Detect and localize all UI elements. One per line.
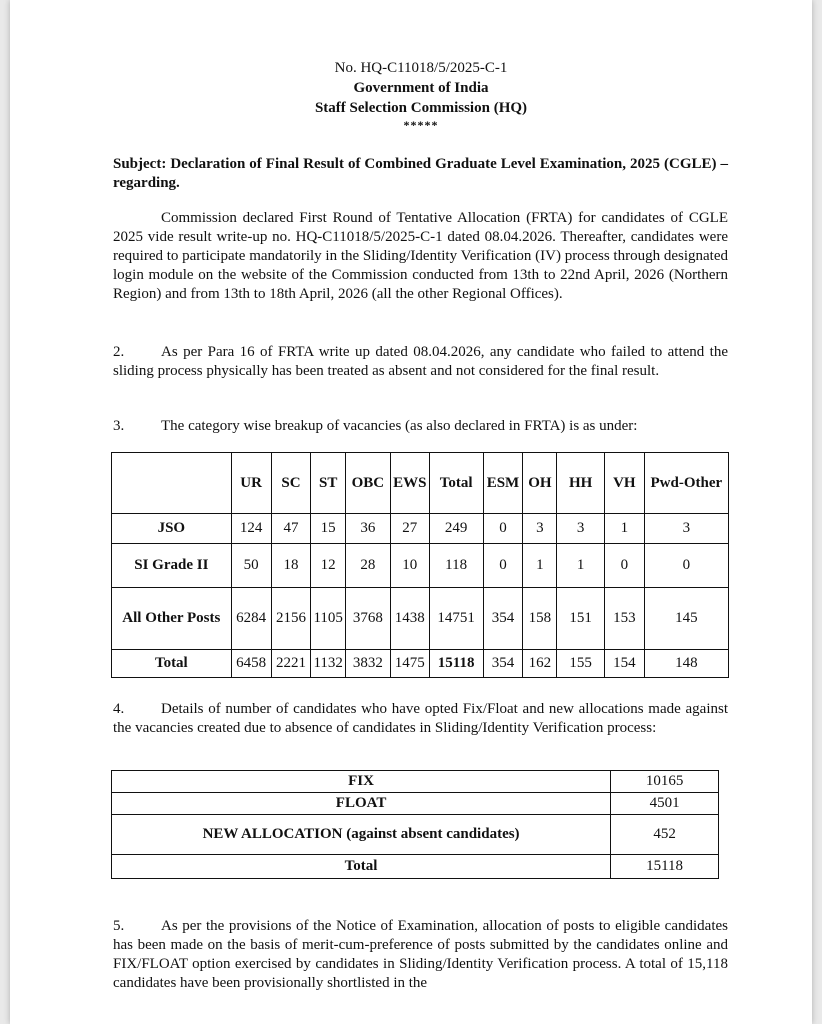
table-cell: 0 bbox=[483, 544, 523, 588]
table-cell: 118 bbox=[429, 544, 483, 588]
table-cell: 0 bbox=[604, 544, 644, 588]
row-label: Total bbox=[112, 650, 232, 678]
column-header: ESM bbox=[483, 453, 523, 514]
table-cell: 155 bbox=[557, 650, 605, 678]
table-cell: 1 bbox=[604, 514, 644, 544]
paragraph-text: The category wise breakup of vacancies (as also declared in FRTA) is as under: bbox=[161, 418, 638, 434]
table-cell: 28 bbox=[345, 544, 390, 588]
paragraph-number: 5. bbox=[113, 918, 125, 934]
table-cell: 3 bbox=[557, 514, 605, 544]
column-header: OBC bbox=[345, 453, 390, 514]
table-cell: 1105 bbox=[311, 588, 345, 650]
table-row bbox=[112, 771, 719, 793]
paragraph-3 bbox=[113, 417, 728, 436]
government-heading: Government of India bbox=[353, 80, 489, 96]
table-cell: 162 bbox=[523, 650, 557, 678]
table-cell: 151 bbox=[557, 588, 605, 650]
table-cell: 15118 bbox=[429, 650, 483, 678]
column-header: VH bbox=[604, 453, 644, 514]
table-row bbox=[112, 793, 719, 815]
allocation-table bbox=[111, 770, 719, 879]
table-cell: 249 bbox=[429, 514, 483, 544]
table-cell: 47 bbox=[271, 514, 311, 544]
table-cell: 14751 bbox=[429, 588, 483, 650]
row-label: Total bbox=[112, 855, 611, 879]
row-label: FIX bbox=[112, 771, 611, 793]
column-header: ST bbox=[311, 453, 345, 514]
table-total-row bbox=[112, 650, 729, 678]
column-header: UR bbox=[231, 453, 271, 514]
column-header: OH bbox=[523, 453, 557, 514]
column-header: Pwd-Other bbox=[644, 453, 728, 514]
table-cell: 12 bbox=[311, 544, 345, 588]
table-row bbox=[112, 544, 729, 588]
table-cell: 2156 bbox=[271, 588, 311, 650]
separator-stars: ***** bbox=[403, 118, 439, 132]
paragraph-text: As per the provisions of the Notice of Examination, allocation of posts to eligible candidates has been made on the basis of merit-cum-preference of posts submitted by the candidates online and FIX/FLOAT option exercised by candidates in Sliding/Identity Verification process. A total of 15,118 candidates have been provisionally shortlisted in the bbox=[113, 918, 728, 991]
paragraph-number: 4. bbox=[113, 701, 125, 717]
table-cell: 1 bbox=[557, 544, 605, 588]
table-cell: 2221 bbox=[271, 650, 311, 678]
table-cell: 18 bbox=[271, 544, 311, 588]
paragraph-2 bbox=[113, 343, 728, 381]
table-cell: 1132 bbox=[311, 650, 345, 678]
table-cell: 145 bbox=[644, 588, 728, 650]
corner-cell bbox=[112, 453, 232, 514]
table-row bbox=[112, 815, 719, 855]
column-header: Total bbox=[429, 453, 483, 514]
column-header: EWS bbox=[390, 453, 429, 514]
paragraph-text: As per Para 16 of FRTA write up dated 08.04.2026, any candidate who failed to attend the sliding process physically has been treated as absent and not considered for the final result. bbox=[113, 344, 728, 379]
table-cell: 354 bbox=[483, 650, 523, 678]
table-cell: 148 bbox=[644, 650, 728, 678]
table-cell: 6284 bbox=[231, 588, 271, 650]
table-cell: 10 bbox=[390, 544, 429, 588]
table-cell: 158 bbox=[523, 588, 557, 650]
paragraph-4 bbox=[113, 700, 728, 738]
table-cell: 1438 bbox=[390, 588, 429, 650]
table-cell: 452 bbox=[611, 815, 719, 855]
paragraph-number: 2. bbox=[113, 344, 125, 360]
table-cell: 154 bbox=[604, 650, 644, 678]
table-cell: 153 bbox=[604, 588, 644, 650]
table-cell: 1475 bbox=[390, 650, 429, 678]
table-row bbox=[112, 514, 729, 544]
table-header-row bbox=[112, 453, 729, 514]
file-number: No. HQ-C11018/5/2025-C-1 bbox=[334, 60, 508, 76]
table-cell: 3 bbox=[644, 514, 728, 544]
table-cell: 36 bbox=[345, 514, 390, 544]
table-row bbox=[112, 588, 729, 650]
vacancy-table bbox=[111, 452, 729, 678]
table-cell: 124 bbox=[231, 514, 271, 544]
row-label: All Other Posts bbox=[112, 588, 232, 650]
paragraph-5 bbox=[113, 917, 728, 993]
row-label: NEW ALLOCATION (against absent candidates) bbox=[112, 815, 611, 855]
column-header: SC bbox=[271, 453, 311, 514]
row-label: JSO bbox=[112, 514, 232, 544]
table-cell: 6458 bbox=[231, 650, 271, 678]
paragraph-number: 3. bbox=[113, 418, 125, 434]
table-cell: 3768 bbox=[345, 588, 390, 650]
table-cell: 4501 bbox=[611, 793, 719, 815]
commission-heading: Staff Selection Commission (HQ) bbox=[314, 100, 528, 116]
table-total-row bbox=[112, 855, 719, 879]
table-cell: 10165 bbox=[611, 771, 719, 793]
paragraph-1: Commission declared First Round of Tentative Allocation (FRTA) for candidates of CGLE 2025 vide result write-up no. HQ-C11018/5/2025-C-1 dated 08.04.2026. Thereafter, candidates were required to participate mandatorily in the Sliding/Identity Verification (IV) process through designated login module on the website of the Commission conducted from 13th to 22nd April, 2026 (Northern Region) and from 13th to 18th April, 2026 (all the other Regional Offices). bbox=[113, 210, 728, 302]
table-cell: 15118 bbox=[611, 855, 719, 879]
column-header: HH bbox=[557, 453, 605, 514]
table-cell: 50 bbox=[231, 544, 271, 588]
document-page bbox=[10, 0, 812, 1024]
table-cell: 0 bbox=[483, 514, 523, 544]
table-cell: 27 bbox=[390, 514, 429, 544]
paragraph-text: Details of number of candidates who have opted Fix/Float and new allocations made against the vacancies created due to absence of candidates in Sliding/Identity Verification process: bbox=[113, 701, 728, 736]
table-cell: 1 bbox=[523, 544, 557, 588]
table-cell: 0 bbox=[644, 544, 728, 588]
table-cell: 3 bbox=[523, 514, 557, 544]
table-cell: 354 bbox=[483, 588, 523, 650]
subject-line: Subject: Declaration of Final Result of Combined Graduate Level Examination, 2025 (CGLE) – regarding. bbox=[113, 156, 728, 191]
table-cell: 15 bbox=[311, 514, 345, 544]
table-cell: 3832 bbox=[345, 650, 390, 678]
row-label: FLOAT bbox=[112, 793, 611, 815]
row-label: SI Grade II bbox=[112, 544, 232, 588]
